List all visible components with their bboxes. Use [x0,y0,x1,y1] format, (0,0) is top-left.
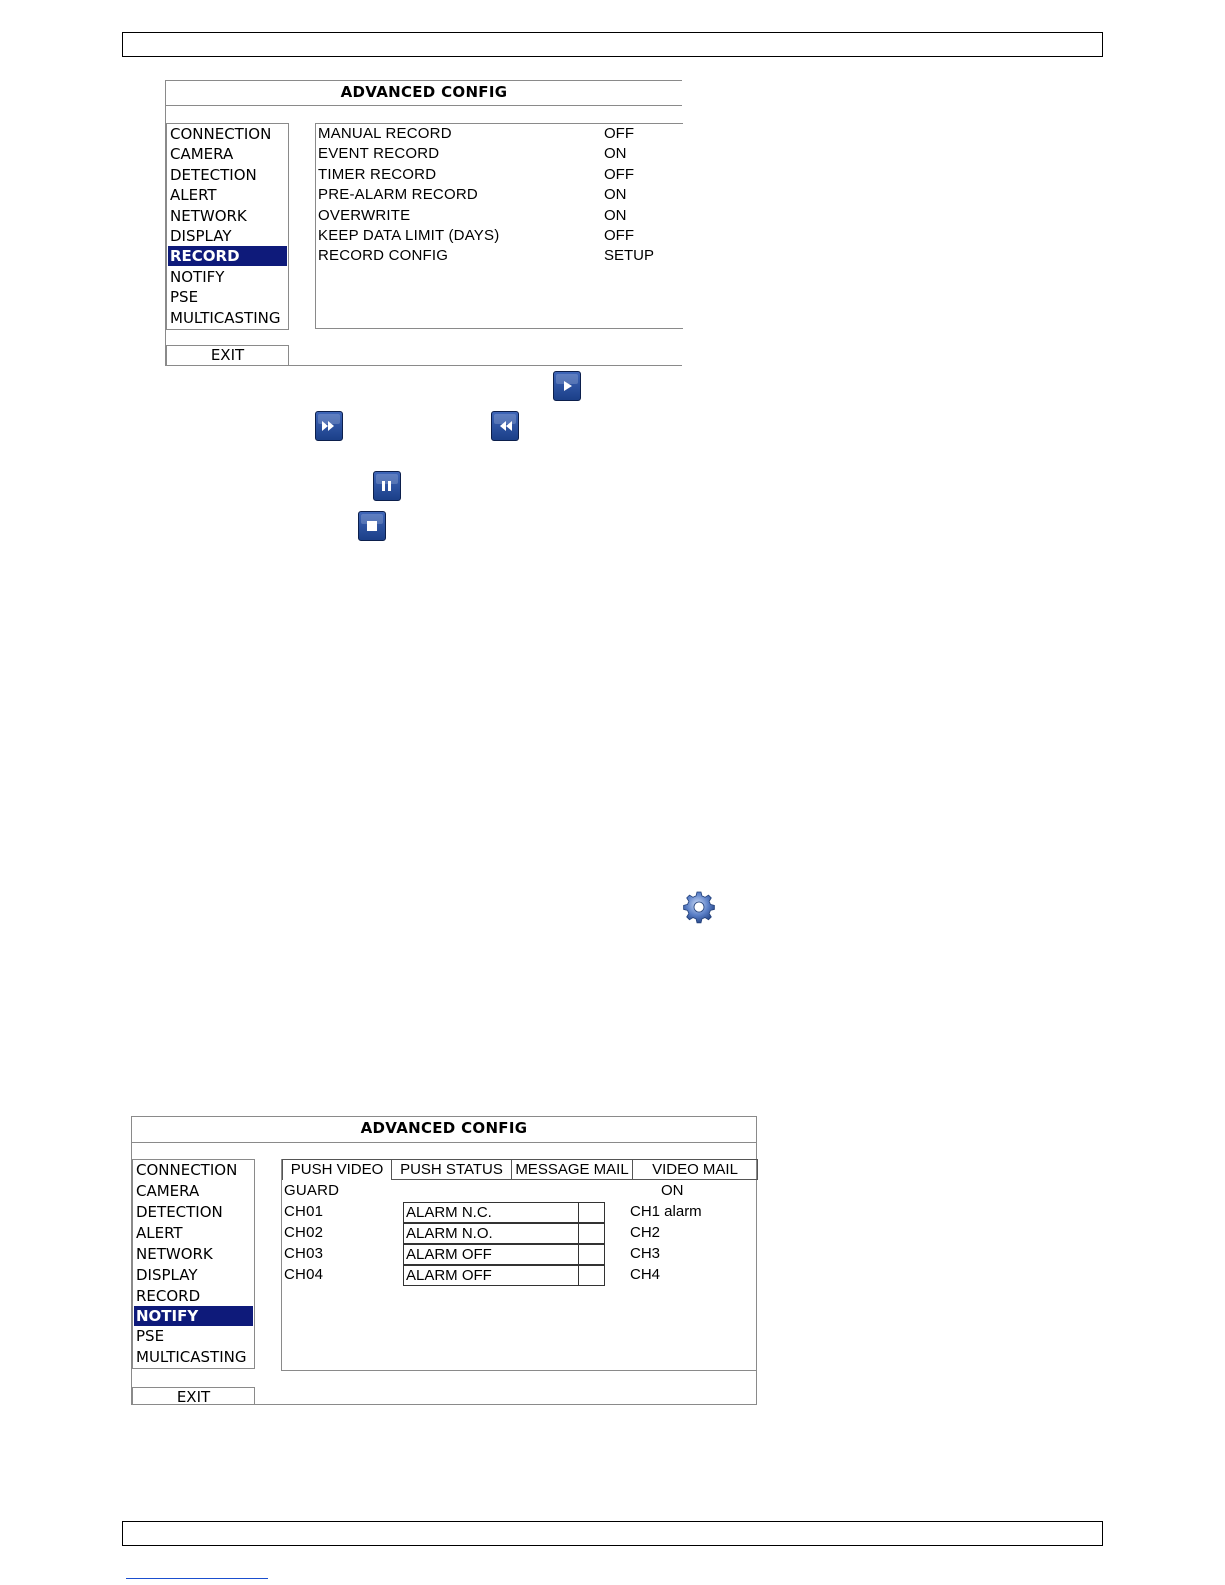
setting-label: OVERWRITE [318,207,411,224]
setting-label: PRE-ALARM RECORD [318,186,478,203]
menu-item-pse[interactable]: PSE [136,1327,165,1345]
setting-value[interactable]: ON [604,207,627,224]
menu-item-notify[interactable]: NOTIFY [134,1306,253,1326]
channel-label: CH02 [284,1224,324,1241]
tab-push-status[interactable]: PUSH STATUS [391,1159,512,1180]
menu-item-connection[interactable]: CONNECTION [136,1161,238,1179]
menu-item-network[interactable]: NETWORK [136,1245,213,1263]
menu-item-multicasting[interactable]: MULTICASTING [136,1348,247,1366]
advanced-config-record-panel [165,80,682,366]
stop-icon [358,511,386,541]
menu-item-multicasting[interactable]: MULTICASTING [170,309,281,327]
setting-label: RECORD CONFIG [318,247,449,264]
pause-icon [373,471,401,501]
menu-item-network[interactable]: NETWORK [170,207,247,225]
footer-link-underline [126,1578,268,1579]
setting-value[interactable]: OFF [604,125,634,142]
channel-name[interactable]: CH4 [630,1266,661,1283]
menu-item-alert[interactable]: ALERT [136,1224,183,1242]
guard-label: GUARD [284,1182,340,1199]
gear-icon [682,890,716,924]
setting-value[interactable]: ON [604,186,627,203]
channel-checkbox[interactable] [578,1223,605,1244]
alarm-mode-select[interactable]: ALARM N.O. [403,1223,579,1244]
alarm-mode-select[interactable]: ALARM OFF [403,1265,579,1286]
exit-button[interactable]: EXIT [166,345,289,366]
advanced-config-notify-panel [131,1116,757,1405]
menu-item-record[interactable]: RECORD [168,246,287,266]
channel-name[interactable]: CH3 [630,1245,661,1262]
channel-checkbox[interactable] [578,1244,605,1265]
panel-title: ADVANCED CONFIG [360,1119,528,1137]
play-icon [553,371,581,401]
config-menu [132,1159,255,1369]
page-header-bar [122,32,1103,57]
alarm-mode-select[interactable]: ALARM N.C. [403,1202,579,1223]
guard-value[interactable]: ON [661,1182,684,1199]
setting-value[interactable]: SETUP [604,247,655,264]
setting-label: MANUAL RECORD [318,125,452,142]
fast-forward-icon [315,411,343,441]
channel-label: CH01 [284,1203,324,1220]
menu-item-display[interactable]: DISPLAY [170,227,232,245]
notify-settings-area [281,1159,757,1371]
record-settings-list [315,123,683,329]
menu-item-pse[interactable]: PSE [170,288,199,306]
menu-item-record[interactable]: RECORD [136,1287,201,1305]
setting-label: EVENT RECORD [318,145,440,162]
notify-tabs [282,1159,758,1180]
menu-item-alert[interactable]: ALERT [170,186,217,204]
title-divider [166,105,682,106]
menu-item-camera[interactable]: CAMERA [136,1182,200,1200]
menu-item-detection[interactable]: DETECTION [136,1203,223,1221]
tab-message-mail[interactable]: MESSAGE MAIL [511,1159,633,1180]
menu-item-camera[interactable]: CAMERA [170,145,234,163]
channel-checkbox[interactable] [578,1265,605,1286]
setting-label: KEEP DATA LIMIT (DAYS) [318,227,500,244]
setting-value[interactable]: OFF [604,166,634,183]
channel-name[interactable]: CH1 alarm [630,1203,702,1220]
menu-item-display[interactable]: DISPLAY [136,1266,198,1284]
exit-button[interactable]: EXIT [132,1387,255,1405]
title-divider [132,1142,756,1143]
menu-item-notify[interactable]: NOTIFY [170,268,225,286]
menu-item-connection[interactable]: CONNECTION [170,125,272,143]
channel-label: CH03 [284,1245,324,1262]
panel-title: ADVANCED CONFIG [340,83,508,101]
tab-push-video[interactable]: PUSH VIDEO [282,1159,392,1180]
channel-name[interactable]: CH2 [630,1224,661,1241]
menu-item-detection[interactable]: DETECTION [170,166,257,184]
page-footer-bar [122,1521,1103,1546]
config-menu [166,123,289,330]
setting-value[interactable]: ON [604,145,627,162]
tab-video-mail[interactable]: VIDEO MAIL [632,1159,758,1180]
channel-label: CH04 [284,1266,324,1283]
setting-value[interactable]: OFF [604,227,634,244]
rewind-icon [491,411,519,441]
setting-label: TIMER RECORD [318,166,437,183]
alarm-mode-select[interactable]: ALARM OFF [403,1244,579,1265]
channel-checkbox[interactable] [578,1202,605,1223]
